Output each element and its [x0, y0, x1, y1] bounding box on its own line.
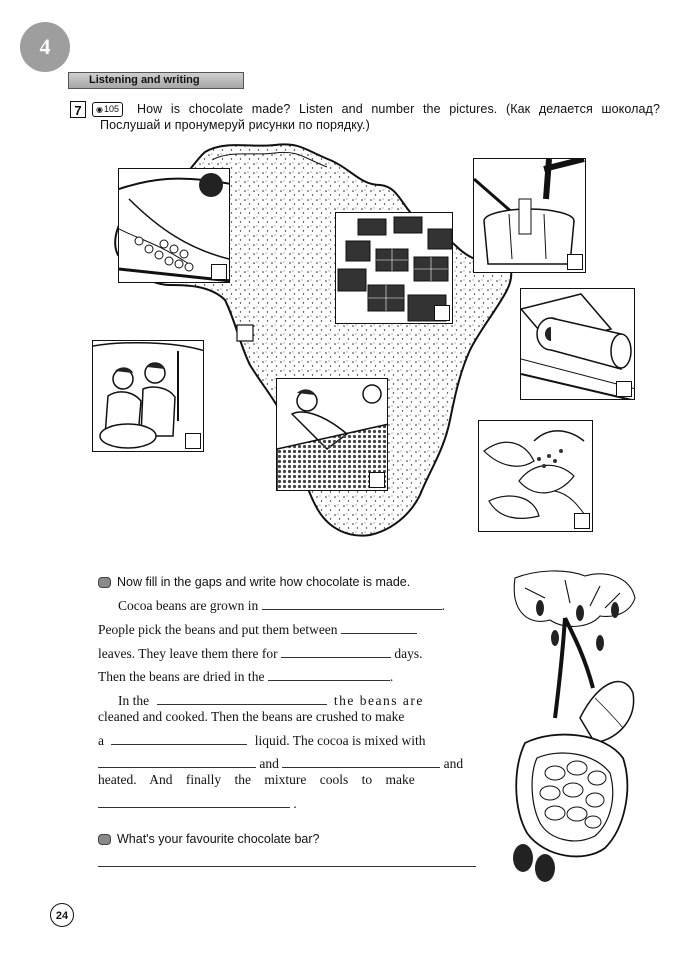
line-text: the beans are	[333, 693, 424, 708]
fill-task-heading	[98, 575, 410, 589]
favourite-question	[98, 832, 320, 846]
exercise-number: 7	[70, 101, 86, 118]
picture-drying-beans	[276, 378, 388, 491]
map-number-box	[237, 325, 253, 341]
answer-gap[interactable]	[282, 755, 440, 768]
picture-cooking-beans	[118, 168, 230, 283]
line-text: .	[389, 669, 394, 684]
answer-gap[interactable]	[341, 621, 417, 634]
text-line	[98, 731, 478, 751]
answer-gap[interactable]	[281, 645, 391, 658]
text-line	[98, 644, 478, 664]
picture-number-box[interactable]	[185, 433, 201, 449]
answer-gap[interactable]	[157, 692, 327, 705]
picture-pod-leaves	[478, 420, 593, 532]
answer-line[interactable]	[98, 866, 476, 867]
favourite-question-text: What's your favourite chocolate bar?	[117, 832, 320, 846]
text-line	[98, 667, 478, 687]
picture-rollers	[520, 288, 635, 400]
line-text: and	[259, 756, 279, 771]
picture-number-box[interactable]	[616, 381, 632, 397]
line-text: Then the beans are dried in the	[98, 669, 265, 684]
picture-number-box[interactable]	[434, 305, 450, 321]
text-line	[98, 794, 478, 814]
line-text: liquid. The cocoa is mixed with	[254, 733, 426, 748]
picture-mixing-vat	[473, 158, 586, 273]
section-title: Listening and writing	[68, 72, 244, 89]
page-number: 24	[50, 903, 74, 927]
line-text: days.	[394, 646, 423, 661]
line-text: leaves. They leave them there for	[98, 646, 278, 661]
picture-chocolate-bars	[335, 212, 453, 324]
answer-gap[interactable]	[262, 597, 442, 610]
text-line	[98, 620, 478, 640]
picture-number-box[interactable]	[369, 472, 385, 488]
line-text: People pick the beans and put them between	[98, 622, 338, 637]
answer-gap[interactable]	[98, 755, 256, 768]
line-text: Cocoa beans are grown in	[118, 598, 259, 613]
picture-children-picking	[92, 340, 204, 452]
line-text: .	[293, 796, 297, 811]
picture-number-box[interactable]	[567, 254, 583, 270]
text-line	[98, 707, 478, 727]
fill-task-heading-text: Now fill in the gaps and write how chocolate is made.	[117, 575, 411, 589]
text-line	[98, 770, 478, 790]
cocoa-tree-illustration	[505, 568, 645, 888]
picture-number-box[interactable]	[211, 264, 227, 280]
track-number: 105	[103, 104, 120, 114]
line-text: heated. And finally the mixture cools to make	[98, 772, 415, 787]
answer-gap[interactable]	[268, 668, 390, 681]
bullet-icon	[98, 577, 111, 588]
bullet-icon	[98, 834, 111, 845]
line-text: .	[441, 598, 445, 613]
text-line	[98, 596, 478, 616]
line-text: cleaned and cooked. Then the beans are crushed to make	[98, 709, 405, 724]
line-text: In the	[118, 693, 150, 708]
answer-gap[interactable]	[98, 795, 290, 808]
picture-number-box[interactable]	[574, 513, 590, 529]
unit-number: 4	[39, 34, 51, 59]
line-text: and	[443, 756, 464, 771]
line-text: a	[98, 733, 104, 748]
answer-gap[interactable]	[111, 732, 247, 745]
instruction-text: How is chocolate made? Listen and number the pictures. (Как делается шоколад? Послушай и пронумеруй рисунки по порядку.)	[100, 102, 660, 132]
